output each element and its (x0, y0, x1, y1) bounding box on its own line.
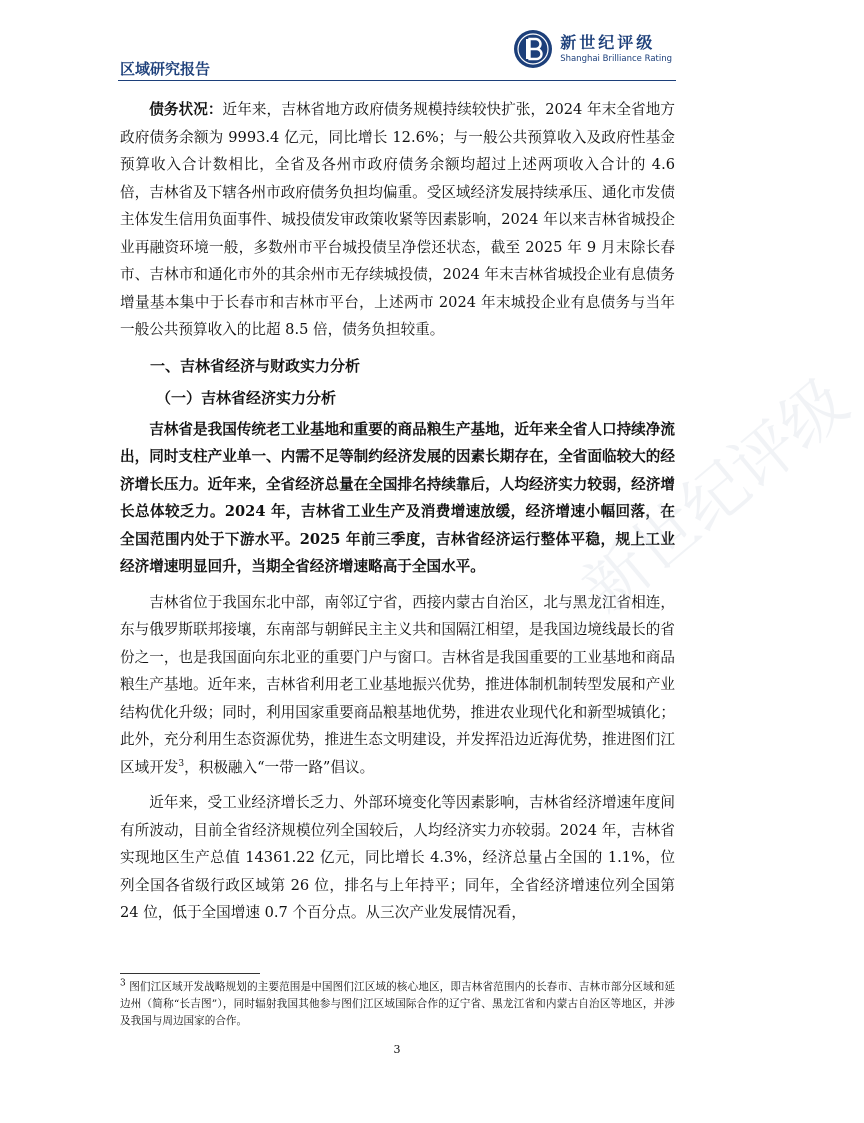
footnote-text: 图们江区域开发战略规划的主要范围是中国图们江区域的核心地区，即吉林省范围内的长春市、吉林市部分区域和延边州（简称“长吉图”），同时辐射我国其他参与图们江区域国际合作的辽宁省、黑龙江省和内蒙古自治区等地区，并涉及我国与周边国家的合作。 (120, 981, 675, 1027)
location-text: 吉林省位于我国东北中部，南邻辽宁省，西接内蒙古自治区，北与黑龙江省相连，东与俄罗斯联邦接壤，东南部与朝鲜民主主义共和国隔江相望，是我国边境线最长的省份之一，也是我国面向东北亚的重要门户与窗口。吉林省是我国重要的工业基地和商品粮生产基地。近年来，吉林省利用老工业基地振兴优势，推进体制机制转型发展和产业结构优化升级；同时，利用国家重要商品粮基地优势，推进农业现代化和新型城镇化；此外，充分利用生态资源优势，推进生态文明建设，并发挥沿边近海优势，推进图们江区域开发 (120, 593, 675, 776)
footnote-divider (120, 973, 260, 974)
footnote (120, 979, 675, 1030)
growth-paragraph: 近年来，受工业经济增长乏力、外部环境变化等因素影响，吉林省经济增速年度间有所波动，目前全省经济规模位列全国较后，人均经济实力亦较弱。2024 年，吉林省实现地区生产总值 14361.22 亿元，同比增长 4.3%，经济总量占全国的 1.1%，位列全国各省级行政区域第 26 位，排名与上年持平；同年，全省经济增速位列全国第 24 位，低于全国增速 0.7 个百分点。从三次产业发展情况看， (120, 794, 675, 921)
debt-text: 近年来，吉林省地方政府债务规模持续较快扩张，2024 年末全省地方政府债务余额为 9993.4 亿元，同比增长 12.6%；与一般公共预算收入及政府性基金预算收入合计数相比，全省及各州市政府债务余额均超过上述两项收入合计的 4.6 倍，吉林省及下辖各州市政府债务负担均偏重。受区域经济发展持续承压、通化市发债主体发生信用负面事件、城投债发审政策收紧等因素影响，2024 年以来吉林省城投企业再融资环境一般，多数州市平台城投债呈净偿还状态，截至 2025 年 9 月末除长春市、吉林市和通化市外的其余州市无存续城投债，2024 年末吉林省城投企业有息债务增量基本集中于长春市和吉林市平台，上述两市 2024 年末城投企业有息债务与当年一般公共预算收入的比超 8.5 倍，债务负担较重。 (120, 101, 675, 338)
watermark: 新世纪评级 (569, 365, 863, 629)
debt-lead: 债务状况： (149, 101, 223, 118)
page-number: 3 (393, 1043, 401, 1056)
summary-paragraph: 吉林省是我国传统老工业基地和重要的商品粮生产基地，近年来全省人口持续净流出，同时支柱产业单一、内需不足等制约经济发展的因素长期存在，全省面临较大的经济增长压力。近年来，全省经济总量在全国排名持续靠后，人均经济实力较弱，经济增长总体较乏力。2024 年，吉林省工业生产及消费增速放缓，经济增速小幅回落，在全国范围内处于下游水平。2025 年前三季度，吉林省经济运行整体平稳，规上工业经济增速明显回升，当期全省经济增速略高于全国水平。 (120, 420, 675, 575)
location-text-end: ，积极融入“一带一路”倡议。 (184, 758, 375, 776)
subsection-heading: （一）吉林省经济实力分析 (156, 388, 337, 407)
brand-logo (512, 28, 672, 70)
debt-paragraph (120, 96, 675, 344)
footnote-number: 3 (120, 978, 126, 989)
header-divider (118, 80, 676, 81)
section-heading: 一、吉林省经济与财政实力分析 (150, 356, 361, 375)
footnote-reference[interactable]: 3 (178, 758, 185, 769)
logo-chinese-name: 新世纪评级 (560, 33, 656, 52)
document-body (120, 96, 675, 927)
brilliance-logo-icon (512, 28, 554, 70)
location-paragraph (120, 589, 675, 782)
report-section-title: 区域研究报告 (120, 60, 211, 78)
logo-english-name: Shanghai Brilliance Rating (560, 54, 672, 64)
